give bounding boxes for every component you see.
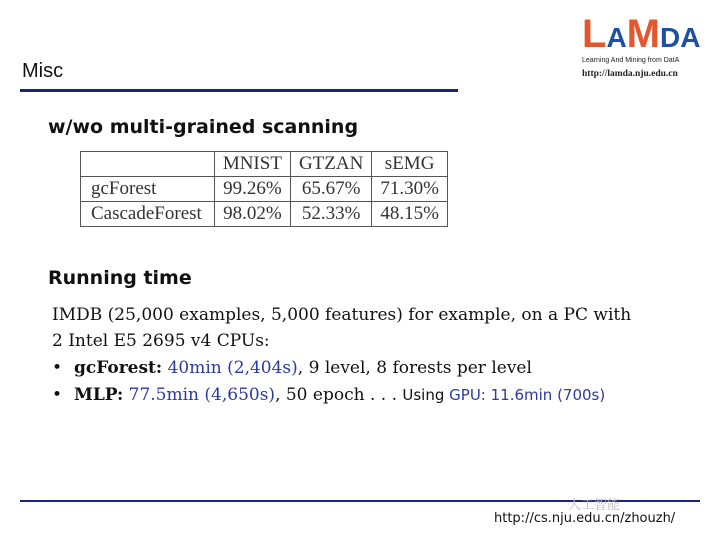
gpu-time: GPU: 11.6min (700s) xyxy=(449,386,606,404)
logo-letter-l: L xyxy=(582,12,607,56)
table-header-cell: GTZAN xyxy=(290,152,371,177)
results-table xyxy=(80,151,448,227)
table-cell: 98.02% xyxy=(214,202,290,227)
watermark-text: 人工智能 xyxy=(568,498,621,513)
row-label: CascadeForest xyxy=(81,202,215,227)
logo-tagline: Learning And Mining from DatA xyxy=(582,57,680,64)
bullet-marker: • xyxy=(52,385,63,405)
table-header-blank xyxy=(81,152,215,177)
table-cell: 52.33% xyxy=(290,202,371,227)
bullet-marker: • xyxy=(52,358,63,378)
section-heading-scanning: w/wo multi-grained scanning xyxy=(48,116,359,138)
bullet-gcforest xyxy=(52,358,532,378)
bullet-rest: , 9 level, 8 forests per level xyxy=(297,358,532,378)
table-header-row xyxy=(81,152,448,177)
footer-url: http://cs.nju.edu.cn/zhouzh/ xyxy=(494,511,676,526)
table-row xyxy=(81,202,448,227)
logo-letter-m: M xyxy=(626,12,660,56)
logo-wordmark xyxy=(582,14,700,54)
table-header-cell: MNIST xyxy=(214,152,290,177)
table-cell: 99.26% xyxy=(214,177,290,202)
intro-line-1: IMDB (25,000 examples, 5,000 features) for example, on a PC with xyxy=(52,305,632,325)
bullet-rest: , 50 epoch . . . xyxy=(275,385,403,405)
bullet-mlp xyxy=(52,385,605,405)
bullet-time: 77.5min (4,650s) xyxy=(128,385,276,405)
intro-line-2: 2 Intel E5 2695 v4 CPUs: xyxy=(52,331,270,351)
table-row xyxy=(81,177,448,202)
bullet-time: 40min (2,404s) xyxy=(167,358,298,378)
logo-url: http://lamda.nju.edu.cn xyxy=(582,69,678,79)
gpu-prefix: Using xyxy=(402,386,450,404)
row-label: gcForest xyxy=(81,177,215,202)
title-underline xyxy=(20,89,458,92)
logo-letter-a: A xyxy=(606,22,627,53)
table-cell: 48.15% xyxy=(372,202,448,227)
bullet-label: MLP: xyxy=(74,385,124,405)
section-heading-running-time: Running time xyxy=(48,267,192,289)
slide-title: Misc xyxy=(22,60,64,82)
table-cell: 65.67% xyxy=(290,177,371,202)
table-cell: 71.30% xyxy=(372,177,448,202)
lamda-logo xyxy=(582,14,712,84)
logo-letter-da: DA xyxy=(660,22,701,53)
table-header-cell: sEMG xyxy=(372,152,448,177)
bullet-label: gcForest: xyxy=(74,358,163,378)
